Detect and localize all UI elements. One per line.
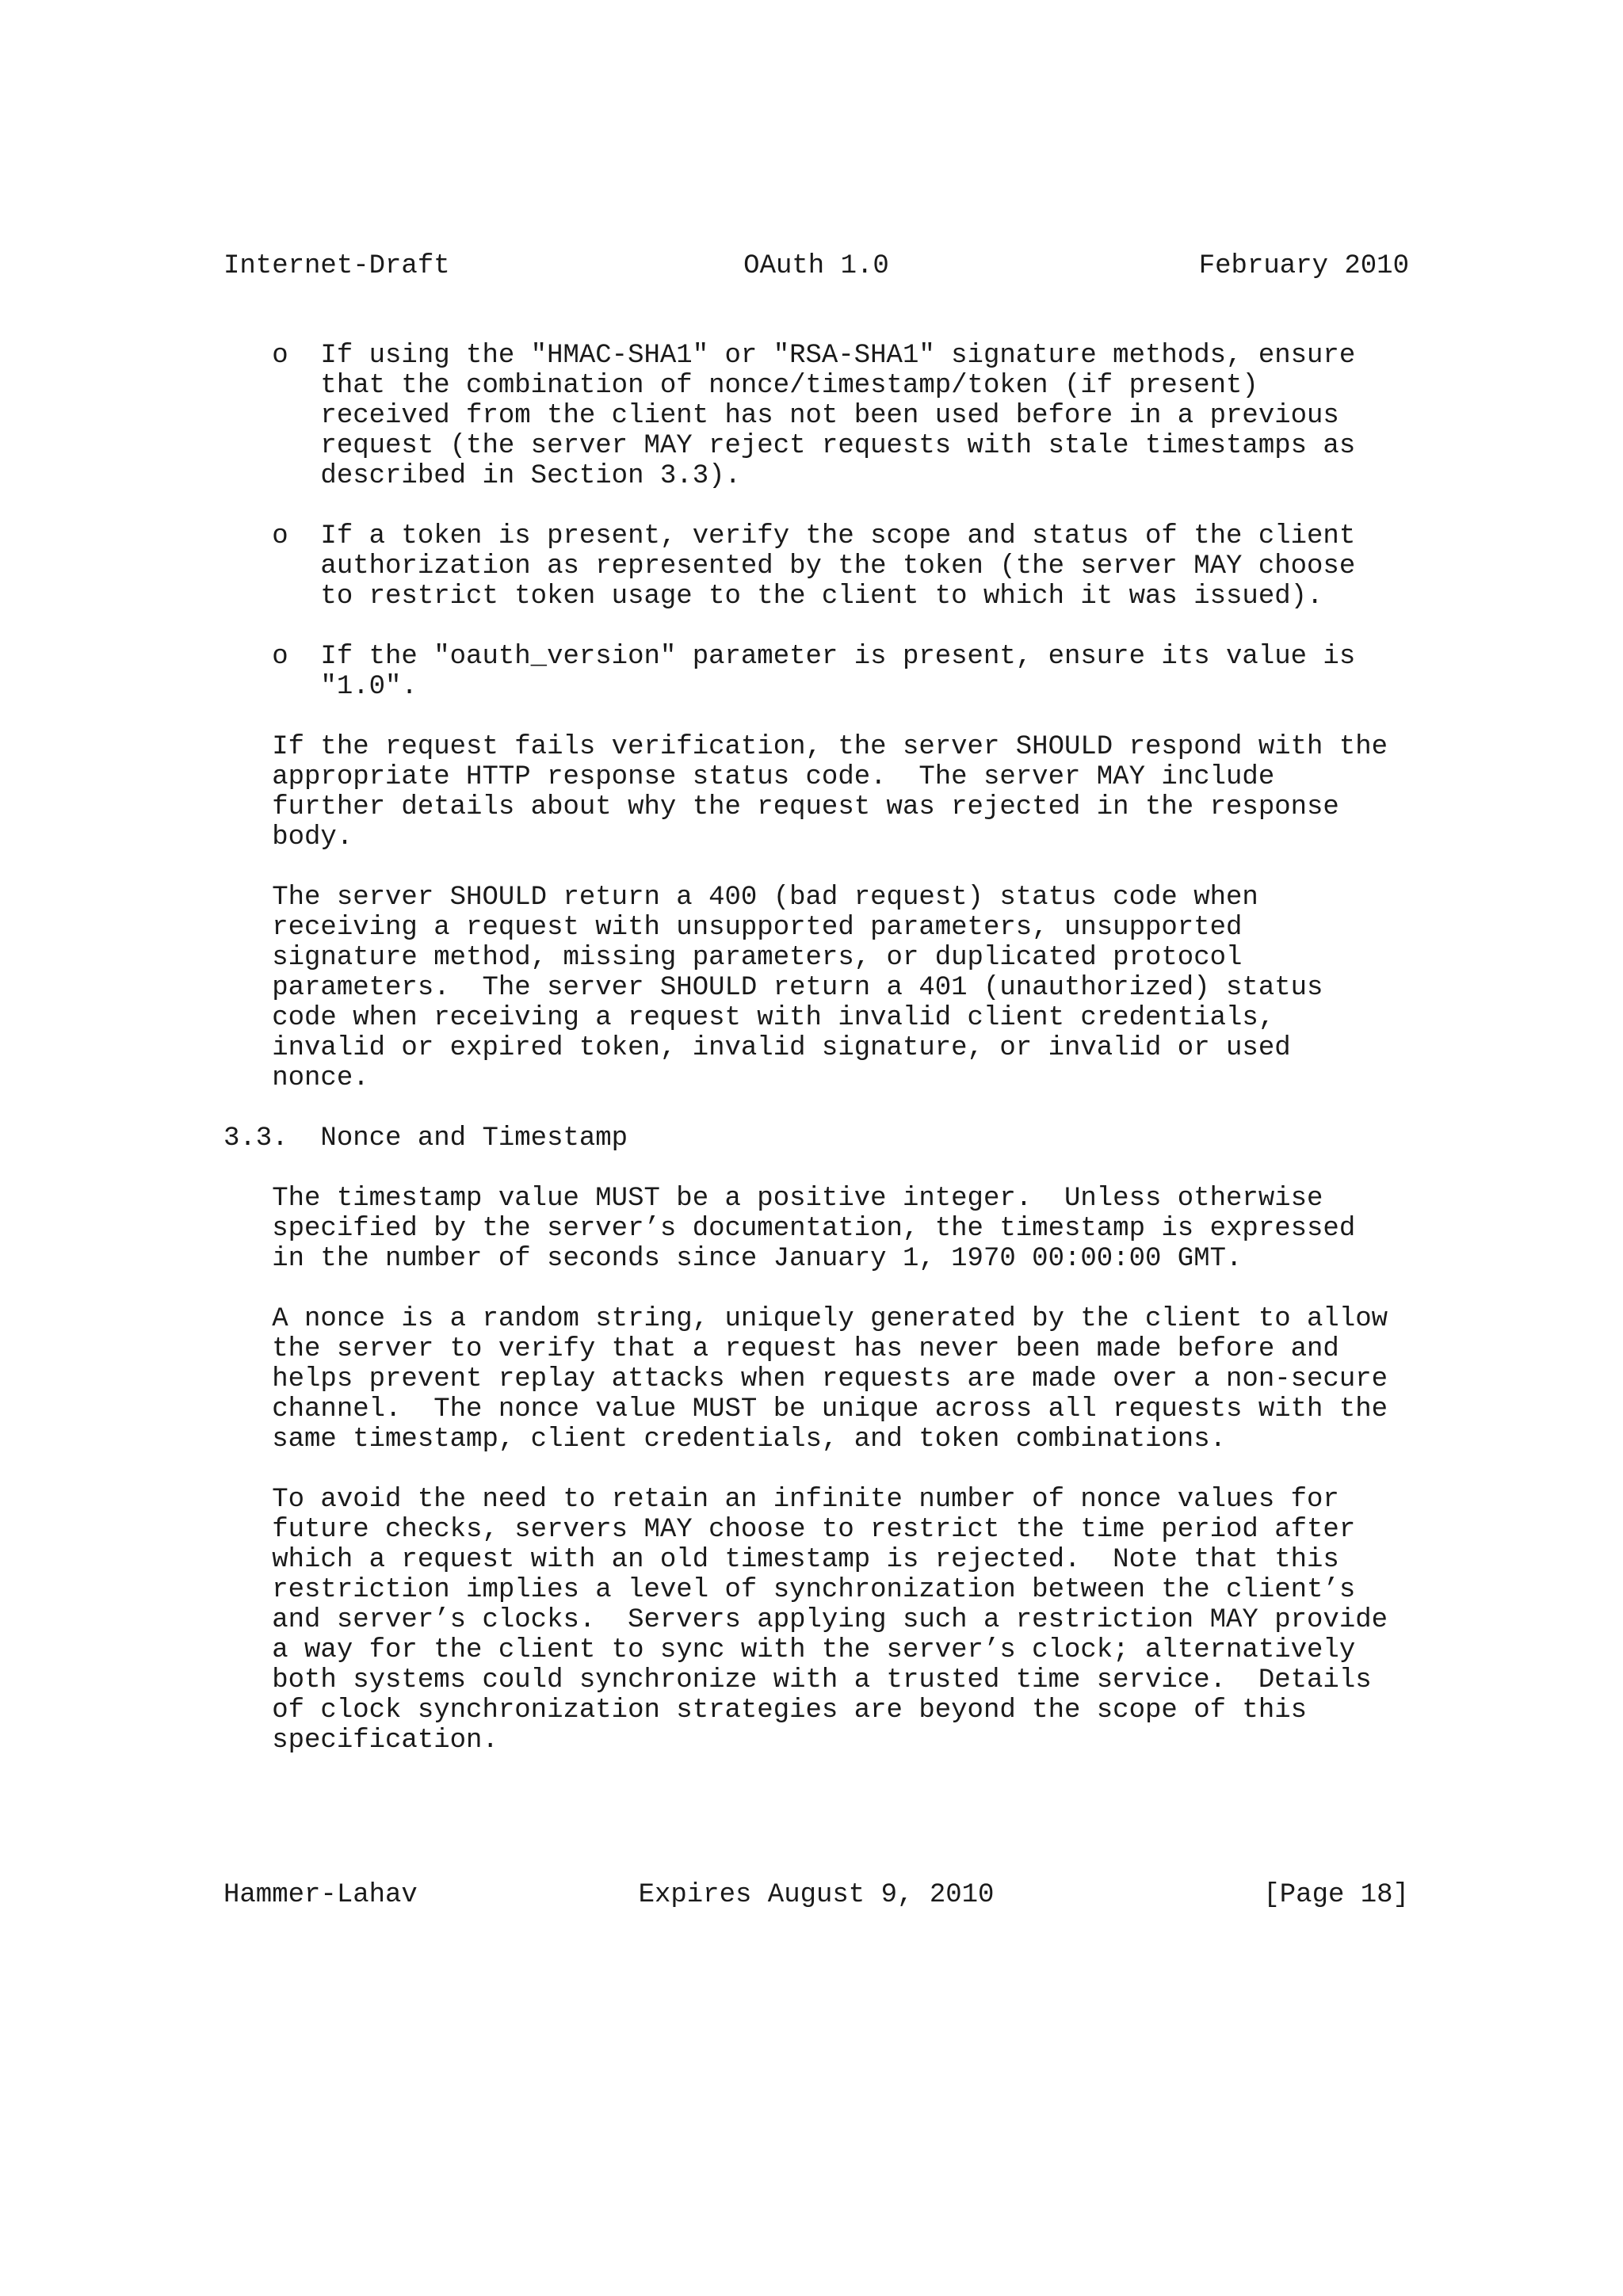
footer-page-number: [Page 18] [1263,1880,1409,1910]
text-line: specified by the server’s documentation, the timestamp is expressed [223,1214,1356,1244]
section-heading: 3.3. Nonce and Timestamp [223,1123,628,1154]
paragraph-timestamp [223,1184,1388,1274]
text-line: that the combination of nonce/timestamp/token (if present) [223,371,1258,401]
blank-line [223,612,1388,642]
blank-line [223,491,1388,521]
text-line: nonce. [223,1063,369,1093]
text-line: described in Section 3.3). [223,461,741,491]
text-line: o If using the "HMAC-SHA1" or "RSA-SHA1" signature methods, ensure [223,341,1356,371]
text-line: restriction implies a level of synchronization between the client’s [223,1575,1356,1605]
text-line: in the number of seconds since January 1, 1970 00:00:00 GMT. [223,1244,1243,1274]
bullet-version-check [223,642,1388,702]
text-line: and server’s clocks. Servers applying such a restriction MAY provide [223,1605,1388,1635]
footer-expiry: Expires August 9, 2010 [638,1880,995,1910]
text-line: both systems could synchronize with a trusted time service. Details [223,1665,1372,1695]
text-line: further details about why the request was rejected in the response [223,792,1339,822]
text-line: request (the server MAY reject requests with stale timestamps as [223,431,1356,461]
text-line: o If a token is present, verify the scope and status of the client [223,521,1356,551]
text-line: specification. [223,1726,498,1756]
text-line: which a request with an old timestamp is rejected. Note that this [223,1545,1339,1575]
bullet-token-check [223,521,1388,612]
blank-line [223,852,1388,883]
footer-author: Hammer-Lahav [223,1880,418,1910]
header-date: February 2010 [1198,251,1409,281]
text-line: a way for the client to sync with the server’s clock; alternatively [223,1635,1356,1665]
text-line: o If the "oauth_version" parameter is present, ensure its value is [223,642,1356,672]
paragraph-status-codes [223,883,1388,1093]
text-line: The timestamp value MUST be a positive integer. Unless otherwise [223,1184,1323,1214]
paragraph-verification-failure [223,732,1388,852]
blank-line [223,1274,1388,1304]
text-line: signature method, missing parameters, or duplicated protocol [223,943,1243,973]
text-line: To avoid the need to retain an infinite number of nonce values for [223,1485,1339,1515]
text-line: code when receiving a request with invalid client credentials, [223,1003,1275,1033]
text-line: authorization as represented by the token (the server MAY choose [223,551,1356,582]
text-line: A nonce is a random string, uniquely generated by the client to allow [223,1304,1388,1334]
text-line: channel. The nonce value MUST be unique across all requests with the [223,1394,1388,1425]
text-line: receiving a request with unsupported parameters, unsupported [223,913,1243,943]
header-document-type: Internet-Draft [223,251,450,281]
blank-line [223,1154,1388,1184]
blank-line [223,1093,1388,1123]
text-line: received from the client has not been used before in a previous [223,401,1339,431]
document-body [223,341,1388,1756]
text-line: The server SHOULD return a 400 (bad request) status code when [223,883,1258,913]
bullet-nonce-check [223,341,1388,491]
blank-line [223,1455,1388,1485]
text-line: the server to verify that a request has never been made before and [223,1334,1339,1364]
text-line: body. [223,822,353,852]
page-footer [223,1879,1409,1911]
header-title: OAuth 1.0 [743,251,889,281]
paragraph-clock-sync [223,1485,1388,1756]
text-line: future checks, servers MAY choose to restrict the time period after [223,1515,1356,1545]
text-line: If the request fails verification, the server SHOULD respond with the [223,732,1388,762]
text-line: helps prevent replay attacks when requests are made over a non-secure [223,1364,1388,1394]
text-line: same timestamp, client credentials, and token combinations. [223,1425,1227,1455]
text-line: invalid or expired token, invalid signature, or invalid or used [223,1033,1291,1063]
text-line: "1.0". [223,672,418,702]
paragraph-nonce [223,1304,1388,1455]
text-line: to restrict token usage to the client to which it was issued). [223,582,1323,612]
blank-line [223,702,1388,732]
text-line: of clock synchronization strategies are beyond the scope of this [223,1695,1308,1726]
text-line: parameters. The server SHOULD return a 401 (unauthorized) status [223,973,1323,1003]
text-line: appropriate HTTP response status code. The server MAY include [223,762,1275,792]
page-header [223,250,1409,282]
